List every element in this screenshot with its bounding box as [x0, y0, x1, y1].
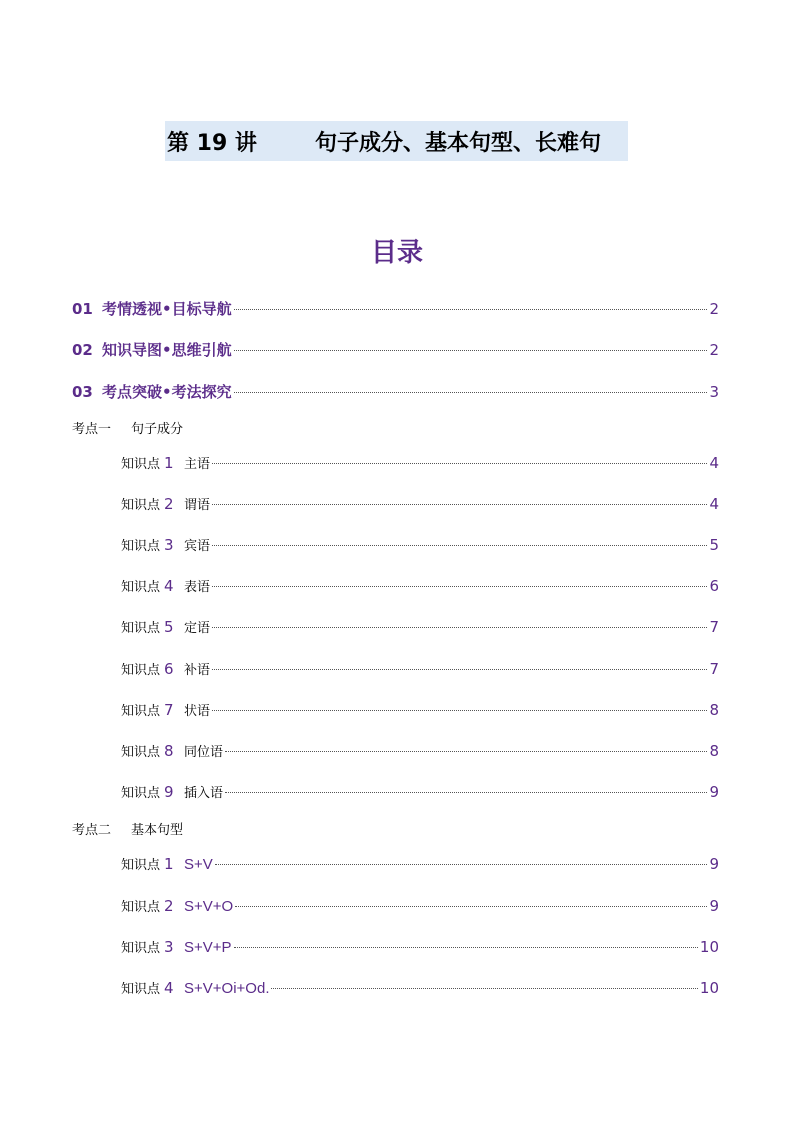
item-prefix: 知识点 — [121, 941, 161, 956]
toc-item[interactable] — [121, 854, 719, 873]
item-number: 8 — [164, 742, 174, 760]
lesson-title-bar — [165, 121, 628, 161]
toc-section-heading[interactable] — [72, 418, 183, 437]
item-prefix: 知识点 — [121, 745, 161, 760]
toc-major-number: 01 — [72, 300, 93, 318]
item-prefix: 知识点 — [121, 663, 161, 678]
toc-major-number: 03 — [72, 383, 93, 401]
toc-major-entry[interactable] — [72, 339, 719, 360]
item-prefix: 知识点 — [121, 900, 161, 915]
toc-major-number: 02 — [72, 341, 93, 359]
section-title: 基本句型 — [131, 823, 184, 838]
item-prefix: 知识点 — [121, 982, 161, 997]
lesson-topic: 句子成分、基本句型、长难句 — [314, 130, 601, 156]
page-number: 10 — [699, 938, 719, 956]
item-label: S+V+O — [184, 898, 234, 915]
dot-leader — [215, 864, 708, 865]
item-label: 补语 — [184, 663, 211, 678]
page-number: 8 — [709, 701, 719, 719]
dot-leader — [234, 392, 708, 393]
dot-leader — [235, 906, 707, 907]
toc-item[interactable] — [121, 659, 719, 678]
toc-item[interactable] — [121, 535, 719, 554]
page-number: 7 — [709, 660, 719, 678]
item-prefix: 知识点 — [121, 786, 161, 801]
dot-leader — [212, 545, 707, 546]
page-number: 6 — [709, 577, 719, 595]
dot-leader — [212, 463, 707, 464]
dot-leader — [234, 309, 708, 310]
toc-major-entry[interactable] — [72, 298, 719, 319]
toc-major-label: 考情透视•目标导航 — [102, 300, 232, 318]
item-prefix: 知识点 — [121, 498, 161, 513]
toc-heading: 目录 — [370, 238, 423, 268]
item-label: 定语 — [184, 621, 211, 636]
item-label: 插入语 — [184, 786, 224, 801]
item-prefix: 知识点 — [121, 858, 161, 873]
toc-item[interactable] — [121, 617, 719, 636]
toc-item[interactable] — [121, 741, 719, 760]
item-number: 1 — [164, 855, 174, 873]
toc-item[interactable] — [121, 782, 719, 801]
toc-major-entry[interactable] — [72, 381, 719, 402]
toc-item[interactable] — [121, 494, 719, 513]
toc-item[interactable] — [121, 700, 719, 719]
toc-item[interactable] — [121, 453, 719, 472]
lesson-number: 第 19 讲 — [167, 130, 257, 156]
toc-major-label: 考点突破•考法探究 — [102, 383, 232, 401]
section-name: 考点一 — [72, 422, 112, 437]
dot-leader — [212, 669, 707, 670]
dot-leader — [225, 792, 707, 793]
item-label: 宾语 — [184, 539, 211, 554]
section-name: 考点二 — [72, 823, 112, 838]
page-number: 2 — [709, 341, 719, 359]
dot-leader — [212, 710, 707, 711]
toc-item[interactable] — [121, 896, 719, 915]
toc-item[interactable] — [121, 978, 719, 997]
item-prefix: 知识点 — [121, 621, 161, 636]
page-number: 10 — [699, 979, 719, 997]
item-number: 7 — [164, 701, 174, 719]
item-label: S+V — [184, 856, 213, 873]
item-number: 3 — [164, 938, 174, 956]
page-number: 9 — [709, 897, 719, 915]
item-prefix: 知识点 — [121, 539, 161, 554]
item-number: 4 — [164, 577, 174, 595]
dot-leader — [212, 504, 707, 505]
page-number: 8 — [709, 742, 719, 760]
item-label: 同位语 — [184, 745, 224, 760]
dot-leader — [212, 627, 707, 628]
page-number: 4 — [709, 495, 719, 513]
item-number: 4 — [164, 979, 174, 997]
item-number: 6 — [164, 660, 174, 678]
item-label: 谓语 — [184, 498, 211, 513]
item-number: 9 — [164, 783, 174, 801]
item-label: 状语 — [184, 704, 211, 719]
toc-item[interactable] — [121, 937, 719, 956]
item-number: 5 — [164, 618, 174, 636]
page-number: 3 — [709, 383, 719, 401]
dot-leader — [271, 988, 697, 989]
toc-major-label: 知识导图•思维引航 — [102, 341, 232, 359]
dot-leader — [234, 947, 698, 948]
item-prefix: 知识点 — [121, 704, 161, 719]
toc-item[interactable] — [121, 576, 719, 595]
toc-section-heading[interactable] — [72, 819, 183, 838]
page-number: 5 — [709, 536, 719, 554]
page-number: 2 — [709, 300, 719, 318]
item-number: 3 — [164, 536, 174, 554]
item-number: 2 — [164, 495, 174, 513]
dot-leader — [234, 350, 708, 351]
page-number: 9 — [709, 855, 719, 873]
page-number: 9 — [709, 783, 719, 801]
item-label: S+V+Oi+Od. — [184, 980, 270, 997]
dot-leader — [225, 751, 707, 752]
dot-leader — [212, 586, 707, 587]
item-number: 2 — [164, 897, 174, 915]
item-label: 表语 — [184, 580, 211, 595]
page-number: 7 — [709, 618, 719, 636]
item-label: S+V+P — [184, 939, 232, 956]
item-prefix: 知识点 — [121, 580, 161, 595]
item-label: 主语 — [184, 457, 211, 472]
item-number: 1 — [164, 454, 174, 472]
item-prefix: 知识点 — [121, 457, 161, 472]
section-title: 句子成分 — [131, 422, 184, 437]
page-number: 4 — [709, 454, 719, 472]
